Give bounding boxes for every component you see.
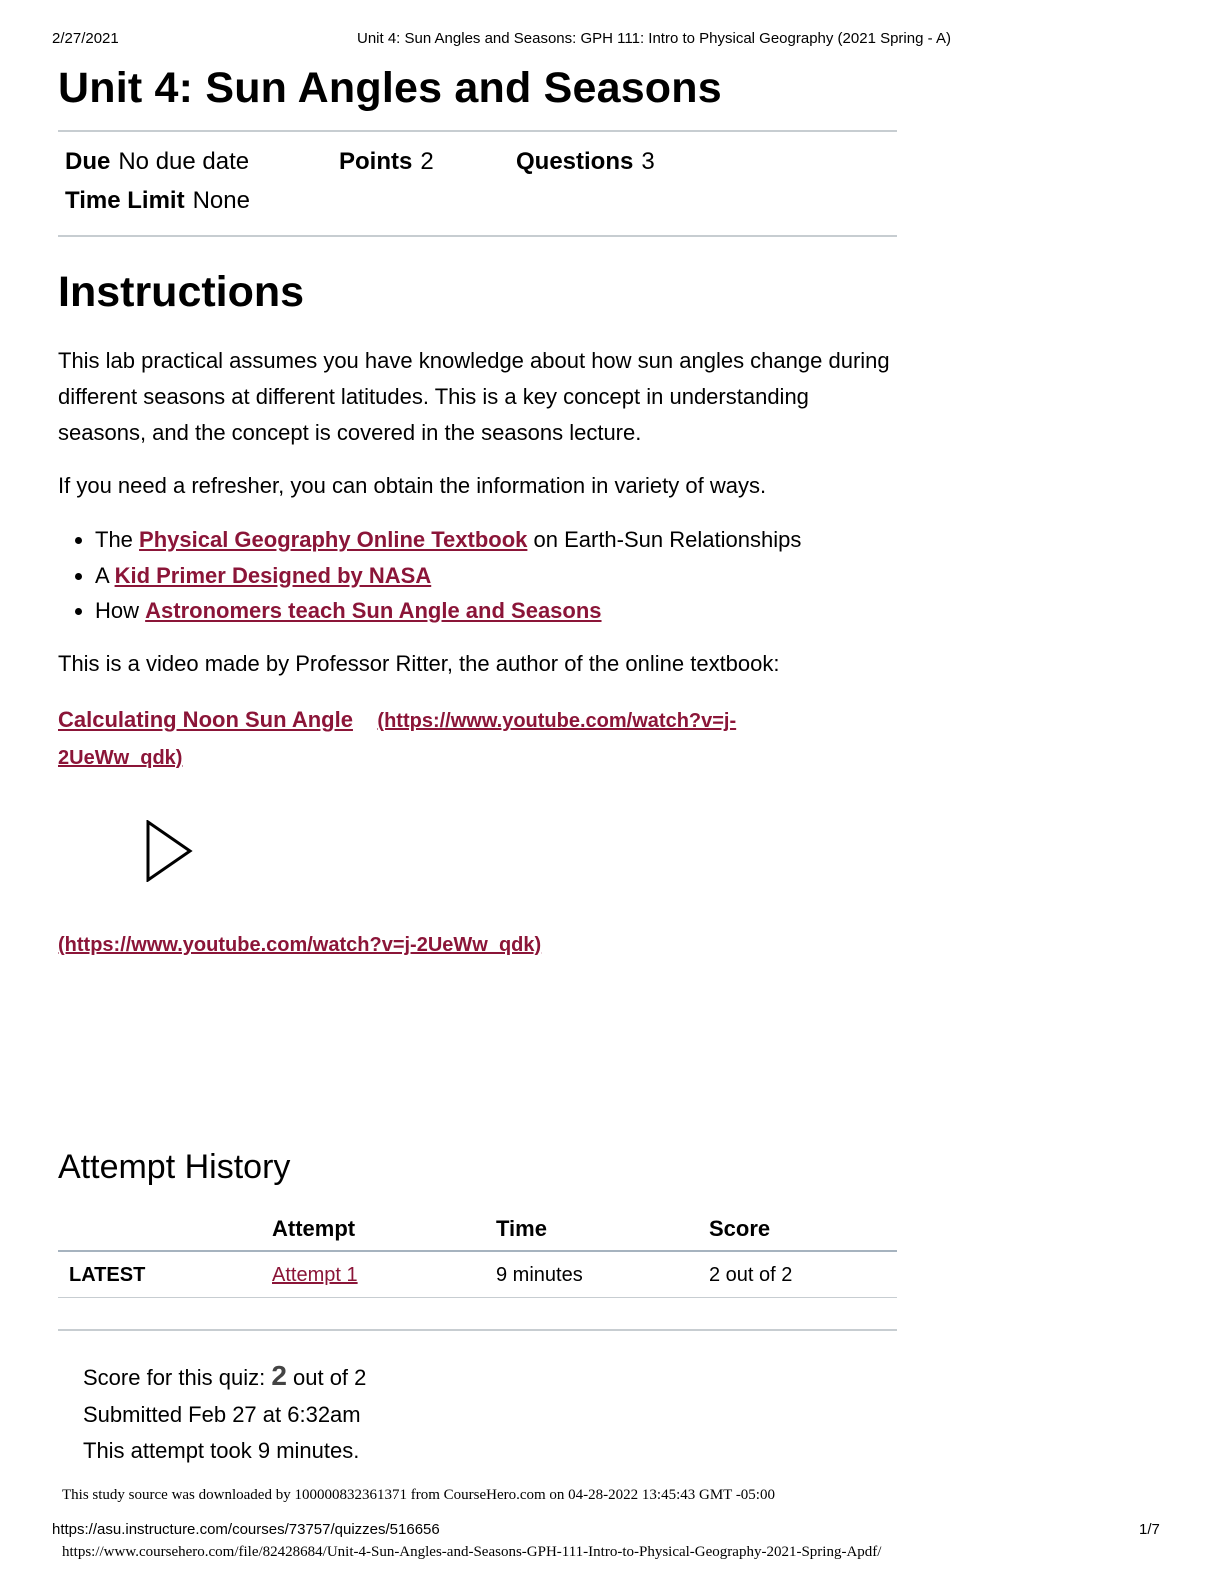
time-limit-label: Time Limit (65, 187, 185, 214)
column-header-attempt: Attempt (272, 1212, 496, 1251)
divider (58, 1329, 897, 1331)
list-item: • The Physical Geography Online Textbook on Earth-Sun Relationships (95, 522, 801, 558)
list-item: • A Kid Primer Designed by NASA (95, 558, 801, 594)
play-icon[interactable] (146, 820, 194, 887)
questions-field (516, 148, 655, 176)
duration-line: This attempt took 9 minutes. (83, 1438, 360, 1463)
resource-list (58, 522, 801, 629)
attempt-time: 9 minutes (496, 1251, 709, 1298)
score-value: 2 (271, 1360, 287, 1391)
divider (58, 130, 897, 132)
column-header-score: Score (709, 1212, 897, 1251)
column-header (58, 1212, 272, 1251)
source-url: https://www.coursehero.com/file/82428684/Unit-4-Sun-Angles-and-Seasons-GPH-111-Intro-to-Physical-Geography-2021-Spring-Apdf/ (62, 1544, 882, 1560)
divider (58, 235, 897, 237)
score-summary (83, 1358, 366, 1470)
attempt-score: 2 out of 2 (709, 1251, 897, 1298)
points-field (339, 148, 434, 176)
instructions-paragraph: This lab practical assumes you have knowledge about how sun angles change during different seasons at different latitudes. This is a key concept in understanding seasons, and the concept is covered in the seasons lecture. (58, 348, 890, 445)
video-title-link[interactable]: Calculating Noon Sun Angle (58, 707, 353, 732)
print-url: https://asu.instructure.com/courses/73757/quizzes/516656 (52, 1521, 440, 1538)
attempt-history-table (58, 1212, 897, 1298)
table-header-row (58, 1212, 897, 1251)
video-intro-paragraph: This is a video made by Professor Ritter, the author of the online textbook: (58, 651, 780, 676)
submitted-line: Submitted Feb 27 at 6:32am (83, 1401, 361, 1427)
due-field (65, 148, 249, 176)
video-url-link-2[interactable]: (https://www.youtube.com/watch?v=j-2UeWw_qdk) (58, 934, 542, 956)
points-label: Points (339, 148, 413, 175)
refresher-paragraph: If you need a refresher, you can obtain the information in variety of ways. (58, 473, 767, 498)
page-number: 1/7 (1139, 1521, 1160, 1538)
column-header-time: Time (496, 1212, 709, 1251)
page-title: Unit 4: Sun Angles and Seasons (58, 64, 722, 112)
instructions-heading: Instructions (58, 268, 305, 316)
due-value: No due date (118, 148, 250, 175)
time-limit-value: None (192, 187, 250, 214)
list-item: • How Astronomers teach Sun Angle and Seasons (95, 593, 801, 629)
video-url-link[interactable]: (https://www.youtube.com/watch?v=j-2UeWw_qdk) (58, 710, 737, 769)
attempt-link[interactable]: Attempt 1 (272, 1264, 358, 1286)
table-row (58, 1251, 897, 1298)
points-value: 2 (420, 148, 434, 175)
latest-label: LATEST (58, 1251, 272, 1298)
questions-value: 3 (641, 148, 655, 175)
video-link-block (58, 702, 818, 776)
due-label: Due (65, 148, 111, 175)
print-date: 2/27/2021 (52, 30, 119, 47)
attempt-history-heading: Attempt History (58, 1148, 291, 1186)
textbook-link[interactable]: Physical Geography Online Textbook (139, 527, 528, 552)
questions-label: Questions (516, 148, 634, 175)
print-page-title: Unit 4: Sun Angles and Seasons: GPH 111: Intro to Physical Geography (2021 Spring - A) (357, 30, 951, 47)
score-line: Score for this quiz: 2 out of 2 (83, 1360, 367, 1391)
astronomers-link[interactable]: Astronomers teach Sun Angle and Seasons (145, 598, 602, 623)
time-limit-field (65, 187, 250, 215)
source-note: This study source was downloaded by 100000832361371 from CourseHero.com on 04-28-2022 13:45:43 GMT -05:00 (62, 1487, 775, 1503)
nasa-primer-link[interactable]: Kid Primer Designed by NASA (114, 562, 432, 588)
